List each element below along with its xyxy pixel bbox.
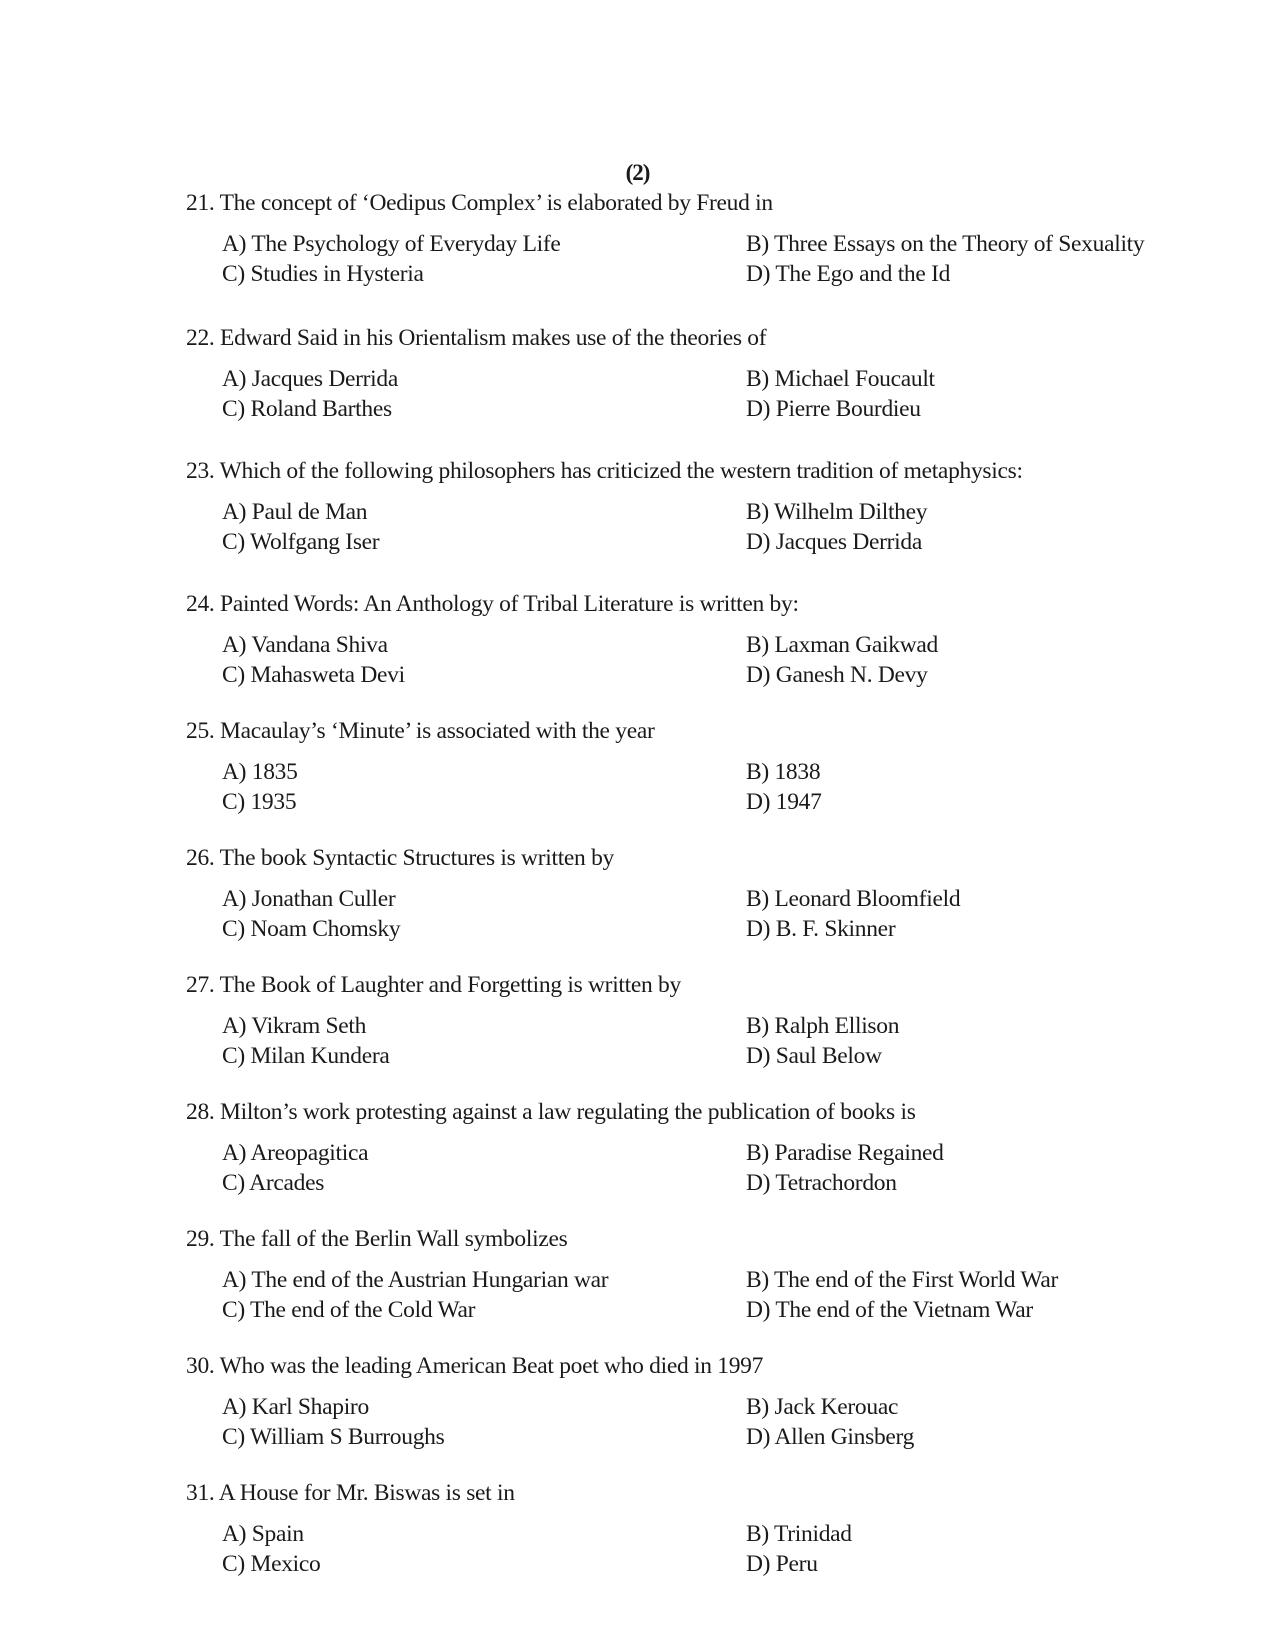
option-c: C) The end of the Cold War (222, 1297, 476, 1323)
question-25 (186, 717, 1186, 816)
option-c: C) William S Burroughs (222, 1424, 445, 1450)
option-d: D) Pierre Bourdieu (746, 396, 921, 422)
option-c: C) Milan Kundera (222, 1043, 390, 1069)
option-d: D) Saul Below (746, 1043, 882, 1069)
option-c: C) Studies in Hysteria (222, 261, 424, 287)
question-29 (186, 1225, 1186, 1324)
question-28 (186, 1098, 1186, 1197)
question-21 (186, 189, 1186, 288)
option-b: B) Leonard Bloomfield (746, 886, 961, 912)
question-text: 30. Who was the leading American Beat poet who died in 1997 (186, 1353, 764, 1379)
question-text: 24. Painted Words: An Anthology of Tribal Literature is written by: (186, 591, 799, 617)
options (186, 498, 1186, 556)
question-22 (186, 324, 1186, 423)
option-b: B) Three Essays on the Theory of Sexuality (746, 231, 1145, 257)
option-a: A) The end of the Austrian Hungarian war (222, 1267, 609, 1293)
question-24 (186, 590, 1186, 689)
option-d: D) Allen Ginsberg (746, 1424, 915, 1450)
option-a: A) Vikram Seth (222, 1013, 367, 1039)
question-text: 21. The concept of ‘Oedipus Complex’ is elaborated by Freud in (186, 190, 773, 216)
option-a: A) Areopagitica (222, 1140, 369, 1166)
option-c: C) 1935 (222, 789, 297, 815)
option-b: B) Laxman Gaikwad (746, 632, 938, 658)
question-text: 28. Milton’s work protesting against a law regulating the publication of books is (186, 1099, 916, 1125)
option-b: B) 1838 (746, 759, 821, 785)
option-d: D) The Ego and the Id (746, 261, 951, 287)
option-a: A) Spain (222, 1521, 304, 1547)
option-c: C) Arcades (222, 1170, 325, 1196)
options (186, 885, 1186, 943)
option-c: C) Mexico (222, 1551, 321, 1577)
option-d: D) Ganesh N. Devy (746, 662, 928, 688)
option-d: D) 1947 (746, 789, 822, 815)
question-23 (186, 457, 1186, 556)
option-a: A) Vandana Shiva (222, 632, 388, 658)
option-c: C) Noam Chomsky (222, 916, 401, 942)
question-31 (186, 1479, 1186, 1578)
option-b: B) Paradise Regained (746, 1140, 944, 1166)
option-b: B) Michael Foucault (746, 366, 935, 392)
options (186, 365, 1186, 423)
question-27 (186, 971, 1186, 1070)
options (186, 1012, 1186, 1070)
option-d: D) Peru (746, 1551, 818, 1577)
page-number: (2) (625, 160, 650, 185)
options (186, 1266, 1186, 1324)
option-b: B) Trinidad (746, 1521, 852, 1547)
option-a: A) The Psychology of Everyday Life (222, 231, 561, 257)
question-text: 22. Edward Said in his Orientalism makes use of the theories of (186, 325, 767, 351)
option-d: D) B. F. Skinner (746, 916, 896, 942)
question-text: 23. Which of the following philosophers has criticized the western tradition of metaphysics: (186, 458, 1023, 484)
option-d: D) Jacques Derrida (746, 529, 922, 555)
option-b: B) The end of the First World War (746, 1267, 1059, 1293)
question-text: 25. Macaulay’s ‘Minute’ is associated with the year (186, 718, 655, 744)
options (186, 758, 1186, 816)
option-a: A) 1835 (222, 759, 298, 785)
question-text: 27. The Book of Laughter and Forgetting is written by (186, 972, 681, 998)
option-b: B) Ralph Ellison (746, 1013, 900, 1039)
option-d: D) The end of the Vietnam War (746, 1297, 1033, 1323)
options (186, 1393, 1186, 1451)
option-b: B) Jack Kerouac (746, 1394, 899, 1420)
option-a: A) Karl Shapiro (222, 1394, 369, 1420)
option-c: C) Roland Barthes (222, 396, 392, 422)
question-text: 29. The fall of the Berlin Wall symbolizes (186, 1226, 568, 1252)
question-26 (186, 844, 1186, 943)
option-a: A) Paul de Man (222, 499, 368, 525)
option-d: D) Tetrachordon (746, 1170, 897, 1196)
option-b: B) Wilhelm Dilthey (746, 499, 928, 525)
question-30 (186, 1352, 1186, 1451)
question-text: 31. A House for Mr. Biswas is set in (186, 1480, 515, 1506)
option-a: A) Jonathan Culler (222, 886, 396, 912)
question-text: 26. The book Syntactic Structures is written by (186, 845, 614, 871)
option-c: C) Mahasweta Devi (222, 662, 405, 688)
option-c: C) Wolfgang Iser (222, 529, 380, 555)
option-a: A) Jacques Derrida (222, 366, 398, 392)
options (186, 631, 1186, 689)
options (186, 1520, 1186, 1578)
options (186, 230, 1186, 288)
options (186, 1139, 1186, 1197)
